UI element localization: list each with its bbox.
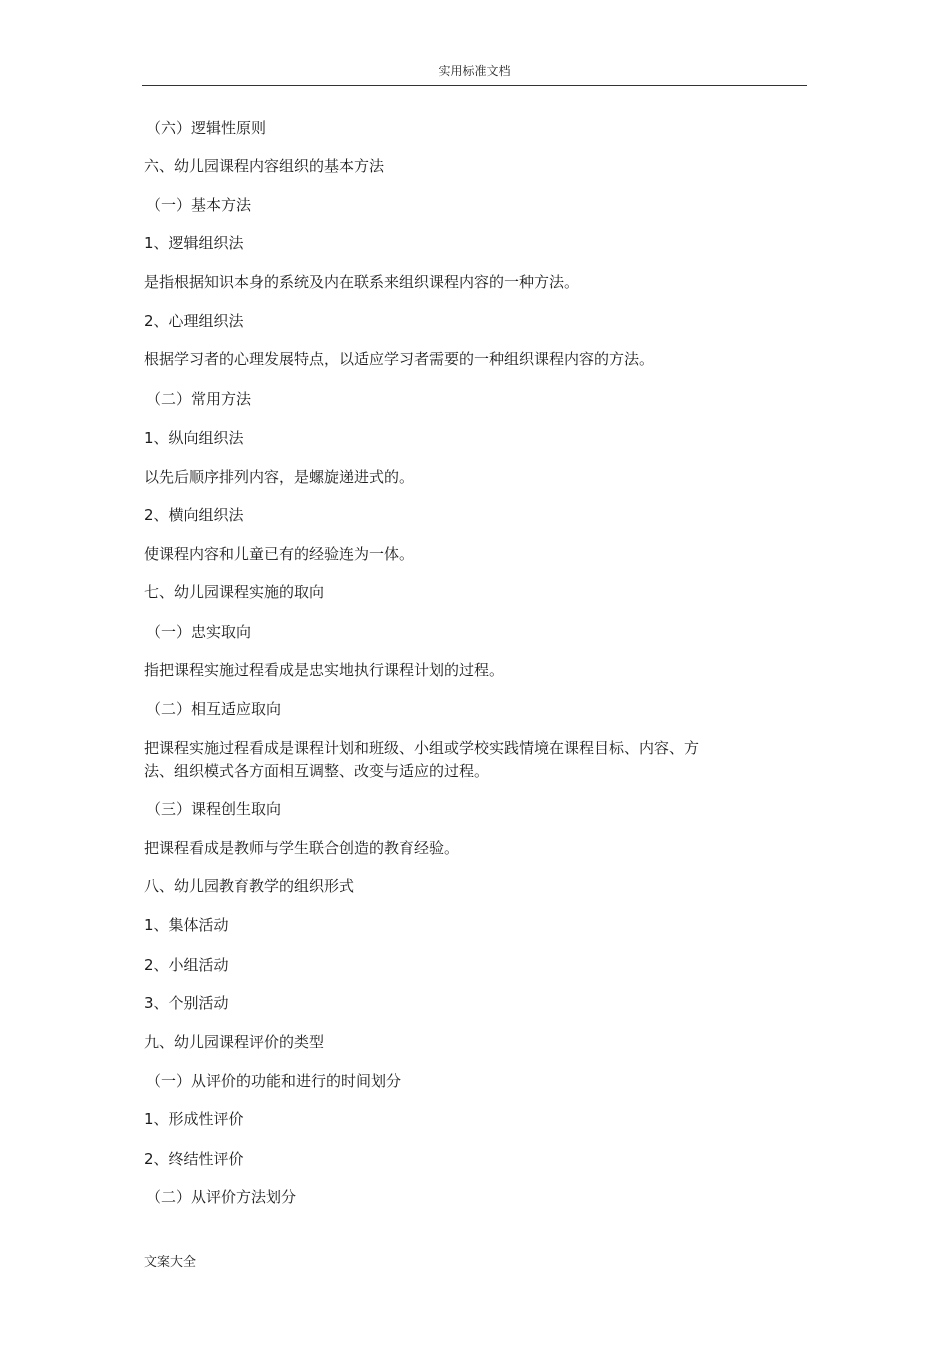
- subheading: （一）基本方法: [146, 196, 252, 214]
- list-item: 2、终结性评价: [144, 1150, 244, 1168]
- subheading: （一）从评价的功能和进行的时间划分: [146, 1072, 402, 1090]
- paragraph: 以先后顺序排列内容，是螺旋递进式的。: [144, 468, 415, 486]
- list-item: 1、集体活动: [144, 916, 229, 934]
- subheading: （三）课程创生取向: [146, 800, 282, 818]
- paragraph: 把课程看成是教师与学生联合创造的教育经验。: [144, 839, 460, 857]
- list-item: 1、纵向组织法: [144, 429, 244, 447]
- section-heading: 八、幼儿园教育教学的组织形式: [144, 877, 355, 895]
- subheading: （六）逻辑性原则: [146, 119, 267, 137]
- subheading: （二）常用方法: [146, 390, 252, 408]
- subheading: （二）相互适应取向: [146, 700, 282, 718]
- list-item: 1、形成性评价: [144, 1110, 244, 1128]
- list-item: 2、心理组织法: [144, 312, 244, 330]
- subheading: （一）忠实取向: [146, 623, 252, 641]
- paragraph: 是指根据知识本身的系统及内在联系来组织课程内容的一种方法。: [144, 273, 580, 291]
- section-heading: 七、幼儿园课程实施的取向: [144, 583, 325, 601]
- list-item: 1、逻辑组织法: [144, 234, 244, 252]
- list-item: 2、小组活动: [144, 956, 229, 974]
- section-heading: 九、幼儿园课程评价的类型: [144, 1033, 325, 1051]
- header-title: 实用标准文档: [438, 64, 511, 78]
- section-heading: 六、幼儿园课程内容组织的基本方法: [144, 157, 385, 175]
- list-item: 2、横向组织法: [144, 506, 244, 524]
- paragraph: 使课程内容和儿童已有的经验连为一体。: [144, 545, 415, 563]
- header-divider: [142, 85, 807, 86]
- list-item: 3、个别活动: [144, 994, 229, 1012]
- paragraph: 根据学习者的心理发展特点，以适应学习者需要的一种组织课程内容的方法。: [144, 350, 655, 368]
- page-footer: 文案大全: [144, 1255, 197, 1270]
- subheading: （二）从评价方法划分: [146, 1188, 297, 1206]
- paragraph: 把课程实施过程看成是课程计划和班级、小组或学校实践情境在课程目标、内容、方: [144, 739, 700, 757]
- paragraph: 指把课程实施过程看成是忠实地执行课程计划的过程。: [144, 661, 505, 679]
- paragraph-continued: 法、组织模式各方面相互调整、改变与适应的过程。: [144, 762, 490, 780]
